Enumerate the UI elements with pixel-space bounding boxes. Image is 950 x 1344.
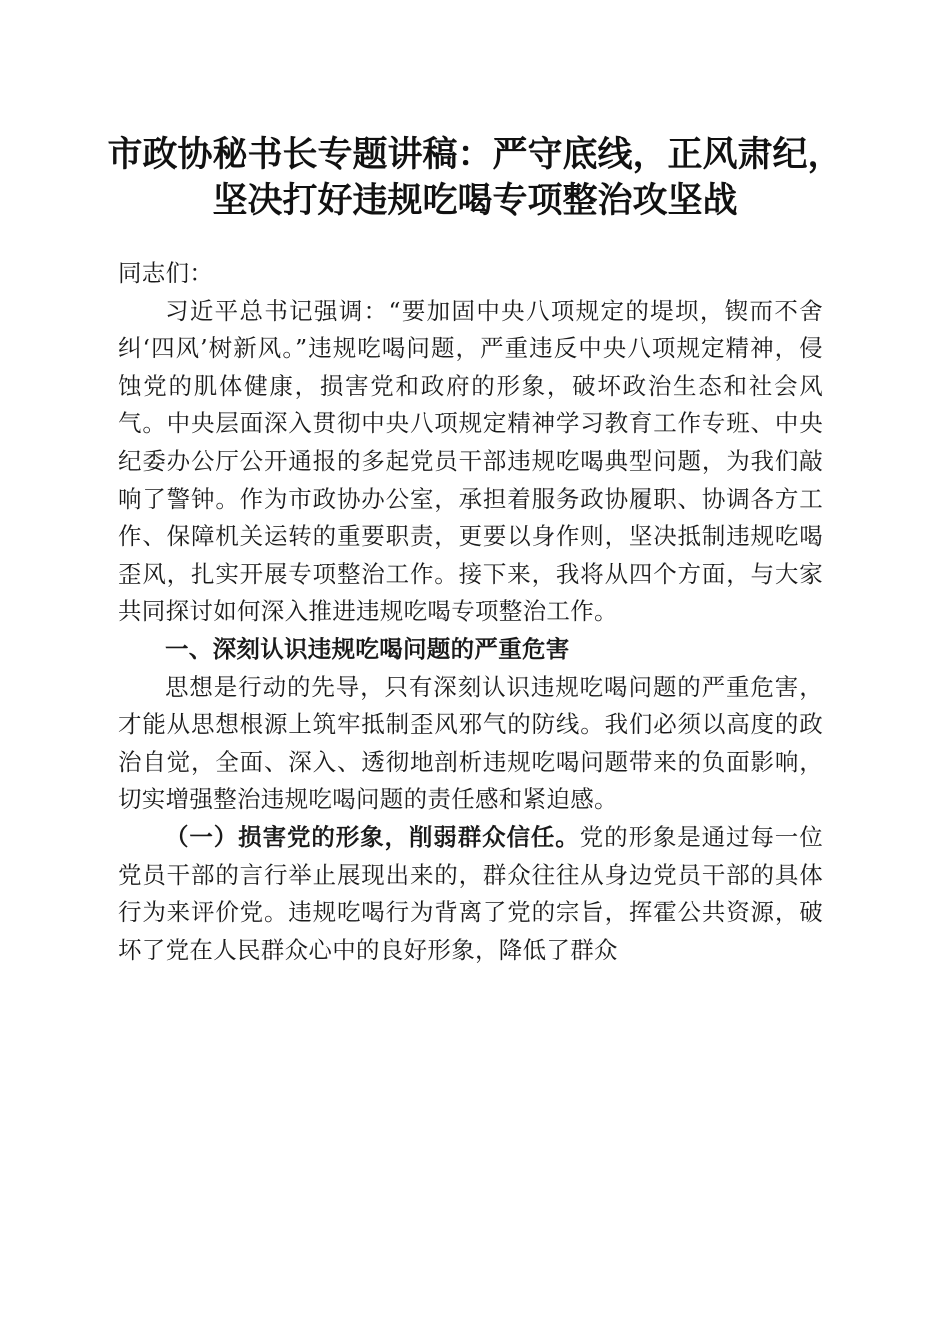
paragraph-subsection-1 bbox=[118, 819, 823, 969]
paragraph-section-1: 思想是行动的先导，只有深刻认识违规吃喝问题的严重危害，才能从思想根源上筑牢抵制歪风邪气的防线。我们必须以高度的政治自觉，全面、深入、透彻地剖析违规吃喝问题带来的负面影响，切实增强整治违规吃喝问题的责任感和紧迫感。 bbox=[118, 672, 823, 814]
title-line-2: 坚决打好违规吃喝专项整治攻坚战 bbox=[212, 180, 738, 221]
title-line-1: 市政协秘书长专题讲稿：严守底线，正风肃纪， bbox=[107, 134, 843, 175]
document-body bbox=[118, 255, 823, 969]
section-heading-1: 一、深刻认识违规吃喝问题的严重危害 bbox=[165, 634, 570, 663]
greeting: 同志们： bbox=[118, 259, 214, 287]
paragraph-intro: 习近平总书记强调：“要加固中央八项规定的堤坝，锲而不舍纠‘四风’树新风。”违规吃喝问题，严重违反中央八项规定精神，侵蚀党的肌体健康，损害党和政府的形象，破坏政治生态和社会风气。中央层面深入贯彻中央八项规定精神学习教育工作专班、中央纪委办公厅公开通报的多起党员干部违规吃喝典型问题，为我们敲响了警钟。作为市政协办公室，承担着服务政协履职、协调各方工作、保障机关运转的重要职责，更要以身作则，坚决抵制违规吃喝歪风，扎实开展专项整治工作。接下来，我将从四个方面，与大家共同探讨如何深入推进违规吃喝专项整治工作。 bbox=[118, 296, 823, 626]
document-title bbox=[100, 132, 850, 224]
subsection-1-text: 党的形象是通过每一位党员干部的言行举止展现出来的，群众往往从身边党员干部的具体行为来评价党。违规吃喝行为背离了党的宗旨，挥霍公共资源，破坏了党在人民群众心中的良好形象，降低了群众 bbox=[118, 822, 823, 964]
subsection-heading-1: （一）损害党的形象，削弱群众信任。 bbox=[165, 822, 580, 851]
